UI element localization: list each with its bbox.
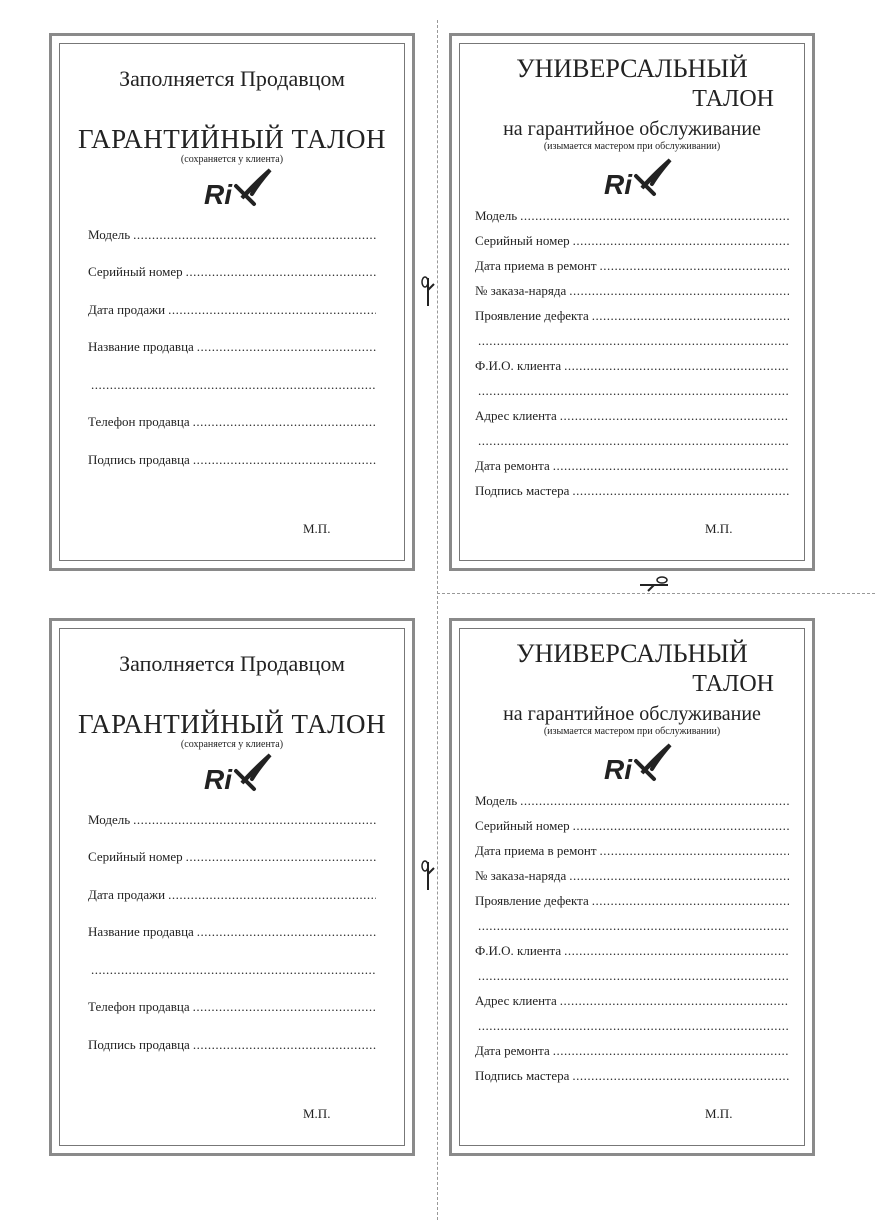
rix-logo — [600, 743, 680, 785]
scissors-icon — [418, 860, 438, 892]
service-title: на гарантийное обслуживание — [503, 118, 761, 140]
warranty-subtitle: (сохраняется у клиента) — [180, 739, 284, 750]
horizontal-cut-line — [437, 593, 875, 594]
field-defect[interactable]: Проявление дефекта ..... — [475, 893, 789, 909]
seller-header: Заполняется Продавцом — [119, 66, 345, 91]
field-master-signature[interactable]: Подпись мастера ..... — [475, 483, 789, 499]
field-seller-phone[interactable]: Телефон продавца ..... — [88, 999, 376, 1015]
talon-title: ТАЛОН — [692, 86, 774, 112]
warranty-subtitle: (сохраняется у клиента) — [180, 154, 284, 165]
field-client-name-cont[interactable] — [475, 383, 789, 399]
svg-text:Ri: Ri — [204, 179, 232, 210]
talon-title: ТАЛОН — [692, 671, 774, 697]
universal-service-card — [449, 33, 815, 571]
vertical-cut-line — [437, 20, 438, 1220]
field-client-address[interactable]: Адрес клиента ..... — [475, 993, 789, 1009]
field-model[interactable]: Модель ..... — [475, 208, 789, 224]
service-subtitle: (изымается мастером при обслуживании) — [543, 141, 721, 152]
field-seller-signature[interactable]: Подпись продавца ..... — [88, 1037, 376, 1053]
field-model[interactable]: Модель ..... — [88, 812, 376, 828]
field-sale-date[interactable]: Дата продажи ..... — [88, 302, 376, 318]
stamp-placeholder: М.П. — [705, 521, 733, 536]
service-title: на гарантийное обслуживание — [503, 703, 761, 725]
field-client-name[interactable]: Ф.И.О. клиента ..... — [475, 358, 789, 374]
field-serial-number[interactable]: Серийный номер ..... — [475, 818, 789, 834]
field-sale-date[interactable]: Дата продажи ..... — [88, 887, 376, 903]
field-serial-number[interactable]: Серийный номер ..... — [88, 264, 376, 280]
universal-title: УНИВЕРСАЛЬНЫЙ — [516, 54, 748, 83]
warranty-title: ГАРАНТИЙНЫЙ ТАЛОН — [78, 709, 386, 739]
field-repair-accept-date[interactable]: Дата приема в ремонт ..... — [475, 843, 789, 859]
field-serial-number[interactable]: Серийный номер ..... — [475, 233, 789, 249]
field-order-number[interactable]: № заказа-наряда ..... — [475, 868, 789, 884]
field-order-number[interactable]: № заказа-наряда ..... — [475, 283, 789, 299]
field-defect-cont[interactable] — [475, 918, 789, 934]
rix-logo — [600, 158, 680, 200]
field-defect[interactable]: Проявление дефекта ..... — [475, 308, 789, 324]
stamp-placeholder: М.П. — [303, 1106, 331, 1121]
svg-text:Ri: Ri — [204, 764, 232, 795]
warranty-title: ГАРАНТИЙНЫЙ ТАЛОН — [78, 124, 386, 154]
field-seller-phone[interactable]: Телефон продавца ..... — [88, 414, 376, 430]
universal-service-card — [449, 618, 815, 1156]
seller-warranty-card — [49, 618, 415, 1156]
field-defect-cont[interactable] — [475, 333, 789, 349]
field-seller-name[interactable]: Название продавца ..... — [88, 339, 376, 355]
field-serial-number[interactable]: Серийный номер ..... — [88, 849, 376, 865]
field-repair-date[interactable]: Дата ремонта ..... — [475, 1043, 789, 1059]
field-client-name-cont[interactable] — [475, 968, 789, 984]
field-model[interactable]: Модель ..... — [88, 227, 376, 243]
universal-title: УНИВЕРСАЛЬНЫЙ — [516, 639, 748, 668]
field-master-signature[interactable]: Подпись мастера ..... — [475, 1068, 789, 1084]
scissors-icon — [638, 573, 670, 593]
service-subtitle: (изымается мастером при обслуживании) — [543, 726, 721, 737]
field-client-address[interactable]: Адрес клиента ..... — [475, 408, 789, 424]
field-repair-date[interactable]: Дата ремонта ..... — [475, 458, 789, 474]
field-seller-signature[interactable]: Подпись продавца ..... — [88, 452, 376, 468]
field-model[interactable]: Модель ..... — [475, 793, 789, 809]
seller-warranty-card — [49, 33, 415, 571]
field-client-name[interactable]: Ф.И.О. клиента ..... — [475, 943, 789, 959]
field-repair-accept-date[interactable]: Дата приема в ремонт ..... — [475, 258, 789, 274]
field-client-address-cont[interactable] — [475, 433, 789, 449]
stamp-placeholder: М.П. — [303, 521, 331, 536]
rix-logo — [200, 168, 280, 210]
stamp-placeholder: М.П. — [705, 1106, 733, 1121]
field-seller-name[interactable]: Название продавца ..... — [88, 924, 376, 940]
field-seller-name-cont[interactable] — [88, 377, 376, 393]
scissors-icon — [418, 276, 438, 308]
seller-header: Заполняется Продавцом — [119, 651, 345, 676]
svg-text:Ri: Ri — [604, 169, 632, 200]
rix-logo — [200, 753, 280, 795]
svg-text:Ri: Ri — [604, 754, 632, 785]
field-seller-name-cont[interactable] — [88, 962, 376, 978]
field-client-address-cont[interactable] — [475, 1018, 789, 1034]
